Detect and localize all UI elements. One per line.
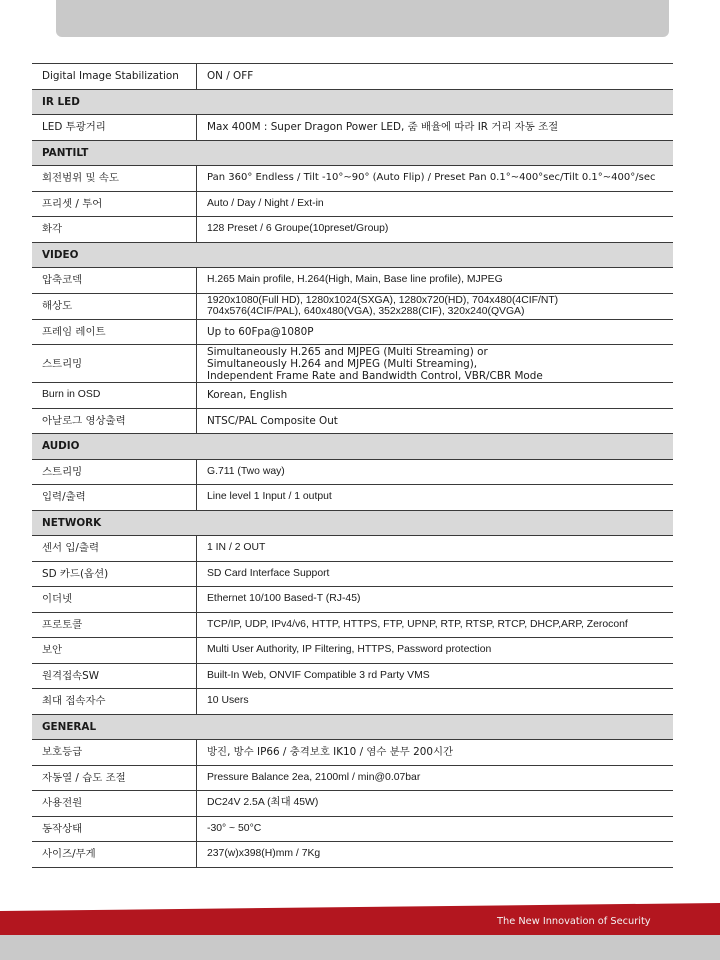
spec-label: 해상도 [32,293,197,319]
table-row [32,689,673,715]
section-header [32,140,673,166]
spec-value: 1 IN / 2 OUT [207,542,266,554]
spec-value-line: Independent Frame Rate and Bandwidth Control, VBR/CBR Mode [207,369,543,382]
spec-label: 사이즈/무게 [32,842,197,868]
spec-label: 스트리밍 [32,345,197,383]
spec-value: ON / OFF [207,70,254,83]
spec-label: 스트리밍 [32,459,197,485]
spec-label: LED 투광거리 [32,115,197,141]
spec-table [32,63,673,868]
spec-label: 프리셋 / 투어 [32,191,197,217]
table-row [32,293,673,319]
spec-label: 회전범위 및 속도 [32,166,197,192]
section-title: PANTILT [32,140,673,166]
spec-label: 프로토콜 [32,612,197,638]
table-row [32,765,673,791]
section-title: NETWORK [32,510,673,536]
table-row [32,319,673,345]
table-row [32,64,673,90]
table-row [32,791,673,817]
section-title: GENERAL [32,714,673,740]
spec-value: 방진, 방수 IP66 / 충격보호 IK10 / 염수 분무 200시간 [207,746,454,759]
spec-value: NTSC/PAL Composite Out [207,414,338,427]
spec-label: Digital Image Stabilization [32,64,197,90]
spec-value: Korean, English [207,389,288,402]
spec-label: 입력/출력 [32,485,197,511]
spec-label: 보안 [32,638,197,664]
table-row [32,345,673,383]
spec-label: 사용전원 [32,791,197,817]
spec-label: SD 카드(옵션) [32,561,197,587]
spec-label: 자동열 / 습도 조절 [32,765,197,791]
table-row [32,612,673,638]
spec-value: -30° ~ 50°C [207,822,262,834]
section-header [32,434,673,460]
section-title: AUDIO [32,434,673,460]
spec-value: DC24V 2.5A (최대 45W) [207,797,319,809]
spec-label: 동작상태 [32,816,197,842]
section-title: VIDEO [32,242,673,268]
table-row [32,217,673,243]
table-row [32,459,673,485]
spec-value: Multi User Authority, IP Filtering, HTTPS, Password protection [207,644,492,656]
spec-value: Ethernet 10/100 Based-T (RJ-45) [207,593,361,605]
table-row [32,166,673,192]
section-header [32,89,673,115]
spec-value: 10 Users [207,695,249,707]
spec-value-line: Simultaneously H.264 and MJPEG (Multi Streaming), [207,357,478,370]
spec-value: Auto / Day / Night / Ext-in [207,197,324,209]
spec-label: 아날로그 영상출력 [32,408,197,434]
spec-label: 원격접속SW [32,663,197,689]
table-row [32,663,673,689]
spec-value [197,293,674,319]
footer-tagline: The New Innovation of Security [497,916,651,927]
spec-value: TCP/IP, UDP, IPv4/v6, HTTP, HTTPS, FTP, UPNP, RTP, RTSP, RTCP, DHCP,ARP, Zeroconf [207,618,628,630]
spec-value-line: 704x576(4CIF/PAL), 640x480(VGA), 352x288(CIF), 320x240(QVGA) [207,306,525,317]
spec-label: Burn in OSD [32,383,197,409]
header-band [56,0,669,37]
footer-gray-band [0,935,720,960]
table-row [32,115,673,141]
section-header [32,714,673,740]
table-row [32,383,673,409]
spec-value: SD Card Interface Support [207,567,330,579]
spec-value: 237(w)x398(H)mm / 7Kg [207,848,321,860]
spec-value: Pan 360° Endless / Tilt -10°~90° (Auto Flip) / Preset Pan 0.1°~400°sec/Tilt 0.1°~400°/sec [207,172,656,184]
spec-value [197,345,674,383]
spec-value: Max 400M : Super Dragon Power LED, 줌 배율에 따라 IR 거리 자동 조절 [207,121,559,134]
spec-label: 보호등급 [32,740,197,766]
spec-label: 센서 입/출력 [32,536,197,562]
spec-value-line: 1920x1080(Full HD), 1280x1024(SXGA), 1280x720(HD), 704x480(4CIF/NT) [207,294,559,306]
table-row [32,842,673,868]
spec-value: G.711 (Two way) [207,465,285,477]
table-row [32,587,673,613]
table-row [32,740,673,766]
spec-value: Pressure Balance 2ea, 2100ml / min@0.07bar [207,771,421,783]
spec-label: 최대 접속자수 [32,689,197,715]
spec-value: Line level 1 Input / 1 output [207,491,332,503]
table-row [32,485,673,511]
spec-value: Up to 60Fpa@1080P [207,325,314,338]
section-title: IR LED [32,89,673,115]
table-row [32,268,673,294]
spec-value: Built-In Web, ONVIF Compatible 3 rd Party VMS [207,669,430,681]
spec-value: 128 Preset / 6 Groupe(10preset/Group) [207,223,389,235]
spec-label: 이더넷 [32,587,197,613]
spec-label: 압축코덱 [32,268,197,294]
table-row [32,561,673,587]
table-row [32,536,673,562]
section-header [32,510,673,536]
spec-value-line: Simultaneously H.265 and MJPEG (Multi Streaming) or [207,345,488,358]
table-row [32,816,673,842]
table-row [32,638,673,664]
table-row [32,191,673,217]
spec-label: 프레임 레이트 [32,319,197,345]
spec-label: 화각 [32,217,197,243]
section-header [32,242,673,268]
spec-value: H.265 Main profile, H.264(High, Main, Base line profile), MJPEG [207,274,503,286]
table-row [32,408,673,434]
